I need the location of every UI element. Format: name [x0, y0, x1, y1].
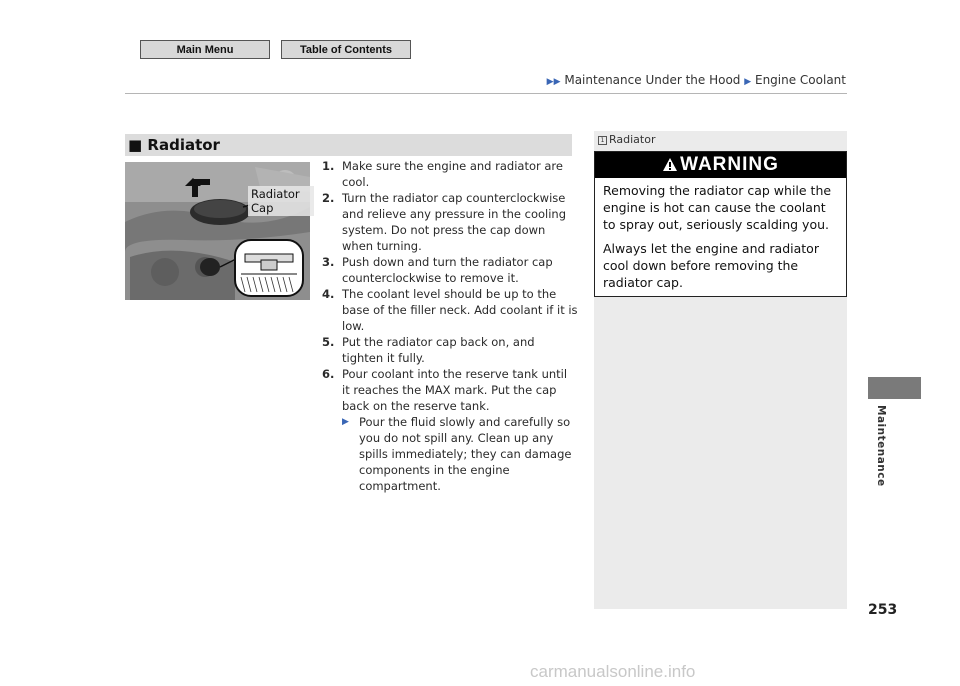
engine-photo	[125, 162, 310, 300]
radiator-cap-label: Radiator Cap	[248, 186, 314, 216]
page-number: 253	[868, 602, 898, 618]
warning-title: WARNING	[595, 152, 846, 178]
reference-box-icon: 1	[598, 136, 607, 145]
breadcrumb-item[interactable]: Engine Coolant	[754, 73, 846, 87]
list-item: 3. Push down and turn the radiator cap counterclockwise to remove it.	[322, 255, 553, 285]
breadcrumb	[547, 73, 846, 87]
header-divider	[125, 93, 847, 94]
breadcrumb-arrow-icon: ▶▶	[546, 77, 561, 87]
warning-text: Removing the radiator cap while the engine is hot can cause the coolant to spray out, seriously scalding you. Always let the engine and radiator cool down before removing the radiator cap.	[603, 183, 832, 290]
list-item: 1. Make sure the engine and radiator are cool.	[322, 159, 563, 189]
main-menu-button[interactable]: Main Menu	[140, 40, 270, 59]
chapter-label: Maintenance	[875, 405, 887, 487]
list-item: 4. The coolant level should be up to the base of the filler neck. Add coolant if it is low.	[322, 287, 578, 333]
note-arrow-icon: ▶	[342, 417, 349, 427]
side-heading: 1 Radiator	[598, 133, 656, 146]
list-item: 5. Put the radiator cap back on, and tighten it fully.	[322, 335, 535, 365]
step-note: ▶ Pour the fluid slowly and carefully so you do not spill any. Clean up any spills immediately; they can damage components in the engine compartment.	[342, 415, 572, 493]
watermark: carmanualsonline.info	[530, 662, 696, 681]
warning-triangle-icon	[662, 157, 678, 172]
chapter-tab[interactable]	[868, 377, 921, 399]
section-title: Radiator	[147, 136, 220, 154]
breadcrumb-item[interactable]: Maintenance Under the Hood	[564, 73, 741, 87]
procedure-steps	[322, 158, 578, 494]
section-heading: ■ Radiator	[125, 134, 572, 156]
breadcrumb-arrow-icon: ▶	[744, 77, 752, 87]
table-of-contents-button[interactable]: Table of Contents	[281, 40, 411, 59]
list-item: 2. Turn the radiator cap counterclockwise and relieve any pressure in the cooling system. Do not press the cap down when turning.	[322, 191, 567, 253]
warning-box	[594, 151, 847, 297]
list-item: 6. Pour coolant into the reserve tank until it reaches the MAX mark. Put the cap back on the reserve tank.	[322, 367, 568, 413]
